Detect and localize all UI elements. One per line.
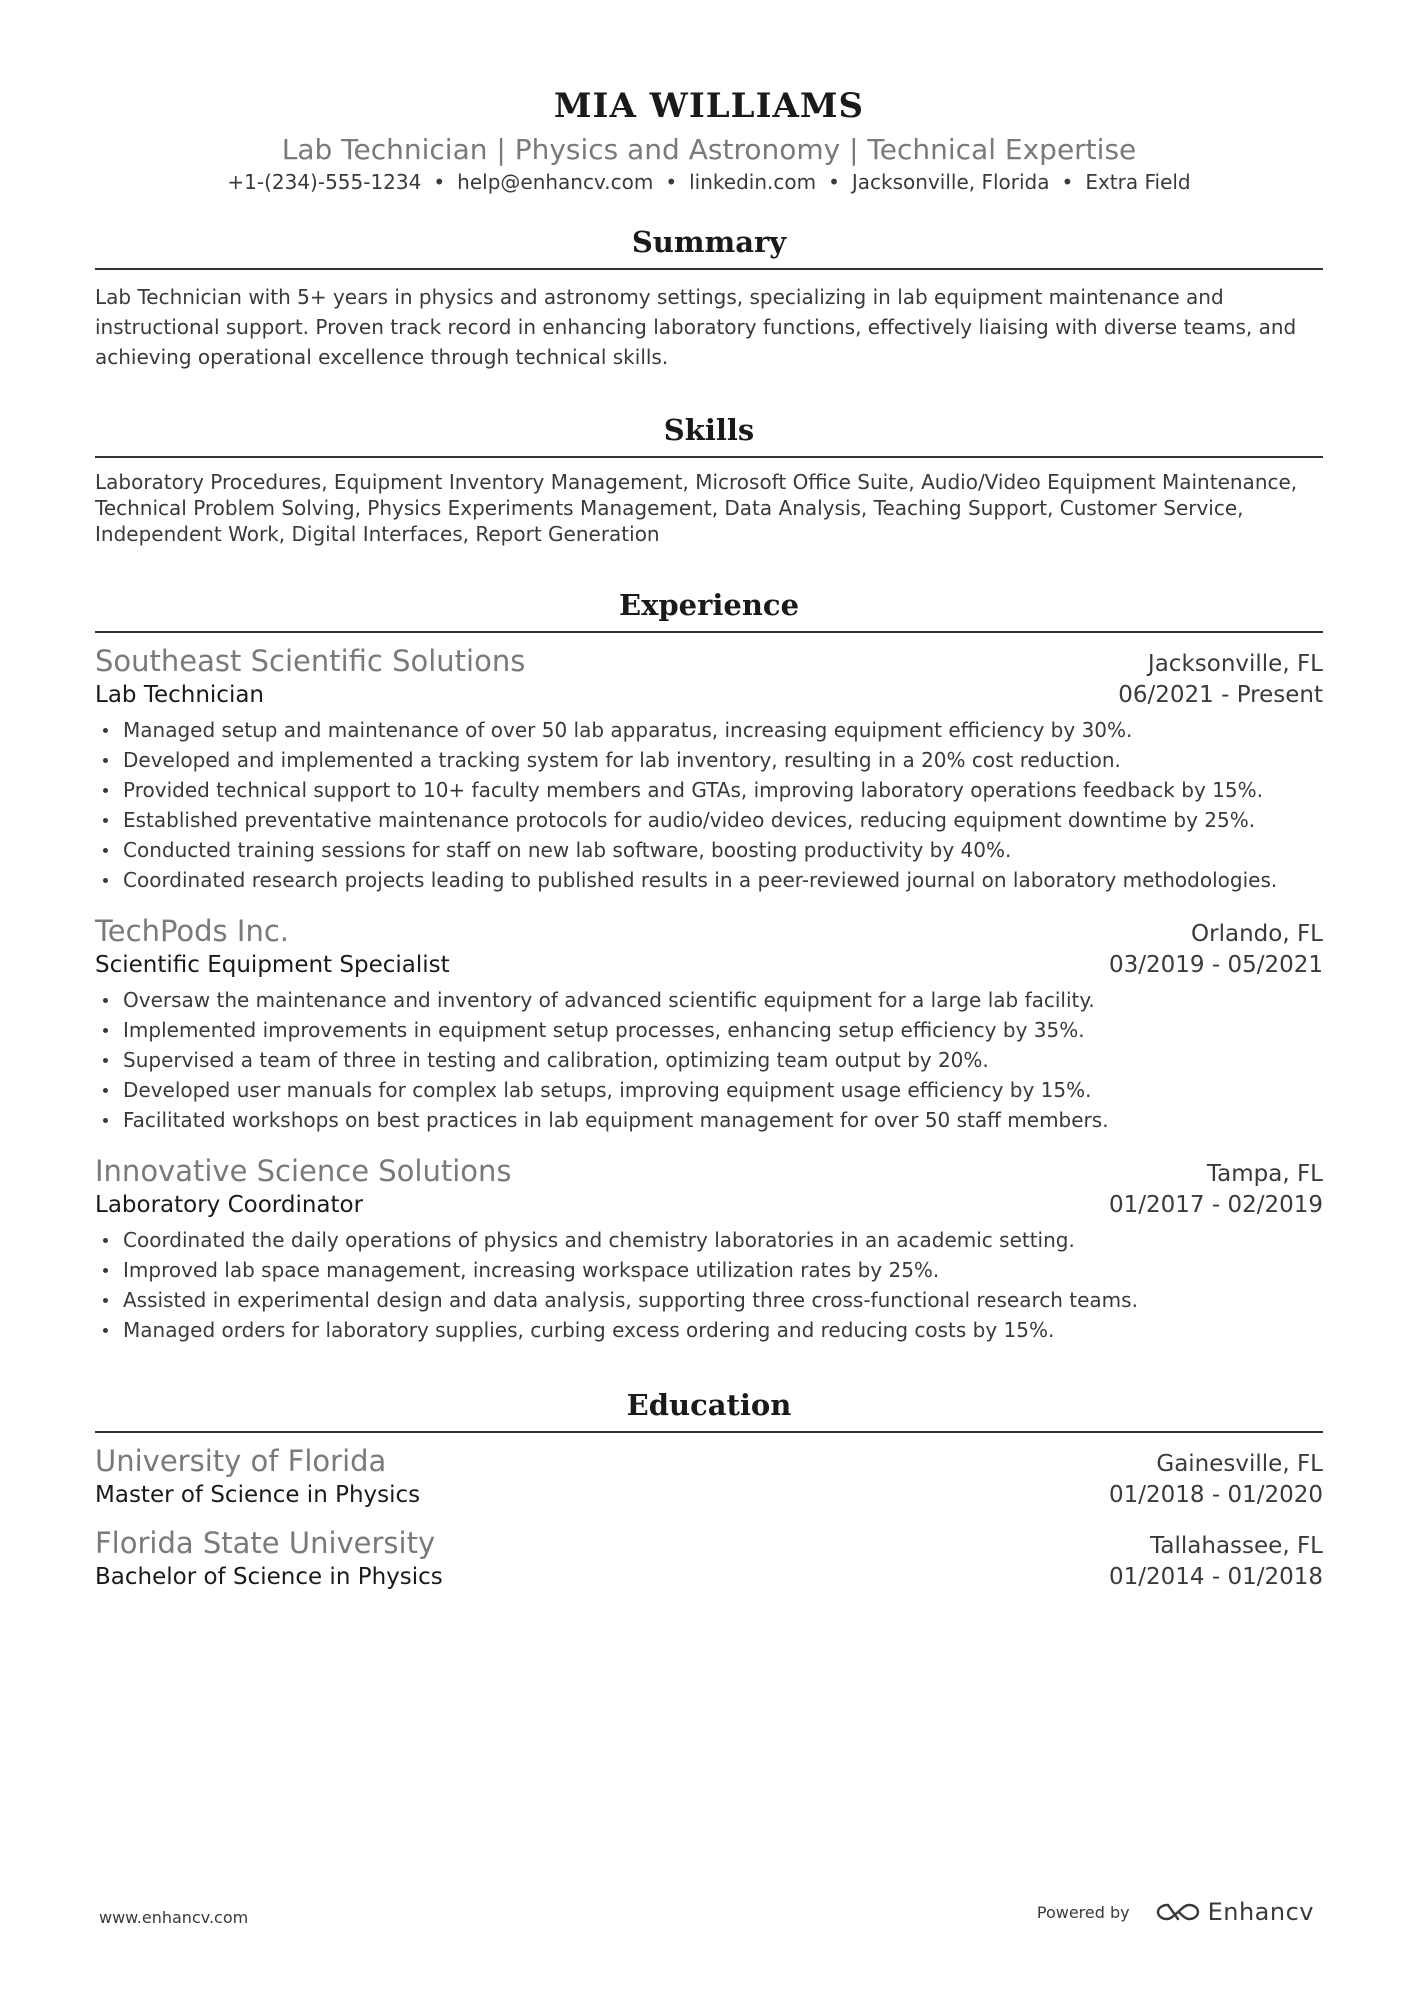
brand-name: Enhancv	[1207, 1898, 1314, 1926]
powered-by-label: Powered by	[1036, 1902, 1130, 1922]
entry-location: Orlando, FL	[1191, 921, 1323, 947]
entry-dates: 01/2018 - 01/2020	[1108, 1482, 1323, 1508]
degree-title: Master of Science in Physics	[95, 1482, 421, 1508]
skills-section	[95, 410, 1323, 547]
section-title-experience: Experience	[618, 588, 800, 622]
achievement-item: Developed and implemented a tracking system for lab inventory, resulting in a 20% cost reduction.	[95, 745, 1323, 775]
achievement-item: Established preventative maintenance protocols for audio/video devices, reducing equipment downtime by 25%.	[95, 805, 1323, 835]
section-title-skills: Skills	[663, 413, 755, 447]
footer-branding	[1037, 1898, 1314, 1926]
resume-header	[95, 82, 1323, 196]
achievement-list	[95, 1225, 1323, 1345]
section-divider	[95, 631, 1323, 633]
footer-website-link[interactable]: www.enhancv.com	[99, 1908, 249, 1927]
section-title-education: Education	[626, 1388, 792, 1422]
school-name: University of Florida	[95, 1444, 387, 1478]
achievement-item: Conducted training sessions for staff on new lab software, boosting productivity by 40%.	[95, 835, 1323, 865]
contact-phone: +1-(234)-555-1234	[227, 170, 422, 194]
entry-dates: 01/2014 - 01/2018	[1108, 1564, 1323, 1590]
entry-header-row	[95, 1153, 1323, 1189]
company-name: TechPods Inc.	[95, 914, 289, 948]
job-title: Lab Technician	[95, 682, 265, 708]
entry-header-row	[95, 913, 1323, 949]
achievement-item: Oversaw the maintenance and inventory of advanced scientific equipment for a large lab facility.	[95, 985, 1323, 1015]
education-section	[95, 1385, 1323, 1593]
bullet-separator: •	[665, 170, 678, 194]
bullet-separator: •	[433, 170, 446, 194]
contact-extra-field: Extra Field	[1085, 170, 1191, 194]
entry-dates: 01/2017 - 02/2019	[1108, 1192, 1323, 1218]
section-divider	[95, 1431, 1323, 1433]
degree-title: Bachelor of Science in Physics	[95, 1564, 443, 1590]
entry-header-row	[95, 643, 1323, 679]
section-title-summary: Summary	[631, 225, 787, 259]
company-name: Innovative Science Solutions	[95, 1154, 512, 1188]
entry-location: Jacksonville, FL	[1147, 651, 1323, 677]
experience-entry	[95, 1153, 1323, 1345]
entry-subheader-row	[95, 949, 1323, 981]
bullet-separator: •	[828, 170, 840, 194]
candidate-name: MIA WILLIAMS	[553, 86, 865, 126]
experience-entry	[95, 913, 1323, 1135]
section-divider	[95, 268, 1323, 270]
job-title: Laboratory Coordinator	[95, 1192, 364, 1218]
skills-text: Laboratory Procedures, Equipment Inventory Management, Microsoft Office Suite, Audio/Video Equipment Maintenance, Technical Problem Solving, Physics Experiments Management, Data Analysis, Teaching Support, Customer Service, Independent Work, Digital Interfaces, Report Generation	[95, 470, 1298, 546]
entry-subheader-row	[95, 679, 1323, 711]
company-name: Southeast Scientific Solutions	[95, 644, 526, 678]
achievement-item: Facilitated workshops on best practices in lab equipment management for over 50 staff members.	[95, 1105, 1323, 1135]
entry-header-row	[95, 1443, 1323, 1479]
achievement-item: Implemented improvements in equipment setup processes, enhancing setup efficiency by 35%.	[95, 1015, 1323, 1045]
entry-subheader-row	[95, 1561, 1323, 1593]
resume-content	[95, 82, 1323, 1593]
achievement-item: Assisted in experimental design and data analysis, supporting three cross-functional research teams.	[95, 1285, 1323, 1315]
entry-header-row	[95, 1525, 1323, 1561]
candidate-tagline: Lab Technician | Physics and Astronomy | Technical Expertise	[281, 133, 1137, 166]
section-divider	[95, 456, 1323, 458]
entry-dates: 06/2021 - Present	[1118, 682, 1323, 708]
achievement-list	[95, 715, 1323, 895]
achievement-item: Coordinated the daily operations of physics and chemistry laboratories in an academic setting.	[95, 1225, 1323, 1255]
entry-subheader-row	[95, 1189, 1323, 1221]
summary-text: Lab Technician with 5+ years in physics and astronomy settings, specializing in lab equipment maintenance and instructional support. Proven track record in enhancing laboratory functions, effectively liaising with diverse teams, and achieving operational excellence through technical skills.	[95, 285, 1297, 369]
achievement-item: Supervised a team of three in testing and calibration, optimizing team output by 20%.	[95, 1045, 1323, 1075]
contact-email: help@enhancv.com	[457, 170, 654, 194]
entry-location: Tampa, FL	[1206, 1161, 1323, 1187]
contact-line	[95, 168, 1323, 196]
education-entry	[95, 1443, 1323, 1511]
education-entry	[95, 1525, 1323, 1593]
achievement-list	[95, 985, 1323, 1135]
achievement-item: Provided technical support to 10+ faculty members and GTAs, improving laboratory operations feedback by 15%.	[95, 775, 1323, 805]
achievement-item: Coordinated research projects leading to published results in a peer-reviewed journal on laboratory methodologies.	[95, 865, 1323, 895]
summary-section	[95, 222, 1323, 372]
experience-section	[95, 585, 1323, 1345]
bullet-separator: •	[1061, 170, 1074, 194]
achievement-item: Improved lab space management, increasing workspace utilization rates by 25%.	[95, 1255, 1323, 1285]
enhancv-brand-link[interactable]	[1156, 1898, 1314, 1926]
achievement-item: Managed setup and maintenance of over 50 lab apparatus, increasing equipment efficiency by 30%.	[95, 715, 1323, 745]
contact-linkedin: linkedin.com	[689, 170, 817, 194]
entry-subheader-row	[95, 1479, 1323, 1511]
entry-location: Gainesville, FL	[1156, 1451, 1323, 1477]
enhancv-logo-icon	[1156, 1901, 1200, 1923]
contact-location: Jacksonville, Florida	[851, 170, 1050, 194]
entry-dates: 03/2019 - 05/2021	[1108, 952, 1323, 978]
experience-entry	[95, 643, 1323, 895]
achievement-item: Managed orders for laboratory supplies, curbing excess ordering and reducing costs by 15%.	[95, 1315, 1323, 1345]
achievement-item: Developed user manuals for complex lab setups, improving equipment usage efficiency by 15%.	[95, 1075, 1323, 1105]
job-title: Scientific Equipment Specialist	[95, 952, 450, 978]
school-name: Florida State University	[95, 1526, 436, 1560]
entry-location: Tallahassee, FL	[1150, 1533, 1323, 1559]
